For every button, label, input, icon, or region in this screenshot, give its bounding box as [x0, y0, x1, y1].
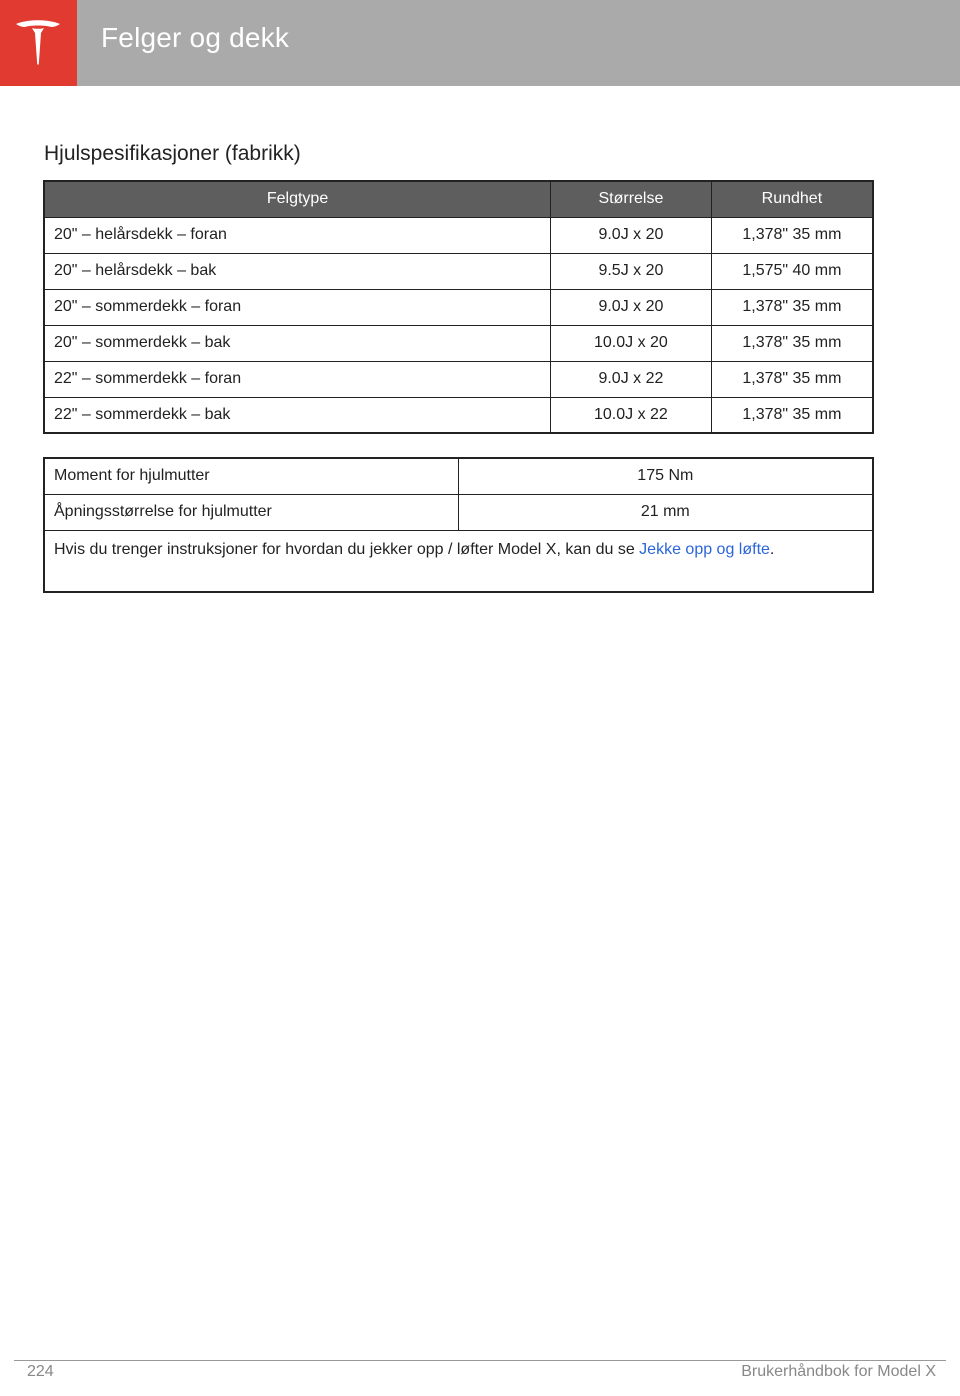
column-header-offset: Rundhet — [711, 181, 873, 217]
rim-type-cell: 20" – sommerdekk – foran — [44, 289, 551, 325]
size-cell: 9.5J x 20 — [551, 253, 712, 289]
size-cell: 9.0J x 20 — [551, 217, 712, 253]
jacking-note-end: . — [769, 540, 775, 558]
lug-nut-torque-value: 175 Nm — [458, 458, 873, 494]
table-row — [44, 530, 873, 592]
size-cell: 10.0J x 20 — [551, 325, 712, 361]
page-number: 224 — [27, 1363, 54, 1380]
size-cell: 9.0J x 22 — [551, 361, 712, 397]
page-title: Felger og dekk — [101, 22, 290, 53]
wheel-spec-table — [43, 180, 874, 434]
lug-nut-table — [43, 457, 874, 593]
offset-cell: 1,378" 35 mm — [711, 361, 873, 397]
offset-cell: 1,378" 35 mm — [711, 217, 873, 253]
section-title: Hjulspesifikasjoner (fabrikk) — [44, 142, 301, 165]
socket-size-value: 21 mm — [458, 494, 873, 530]
jacking-note-text: Hvis du trenger instruksjoner for hvordan du jekker opp / løfter Model X, kan du se — [54, 540, 640, 558]
table-row — [44, 458, 873, 494]
footer-divider — [14, 1360, 946, 1361]
table-header-row — [44, 181, 873, 217]
rim-type-cell: 20" – helårsdekk – bak — [44, 253, 551, 289]
table-row — [44, 325, 873, 361]
table-row — [44, 253, 873, 289]
jacking-note — [44, 530, 873, 592]
column-header-rim-type: Felgtype — [44, 181, 551, 217]
jacking-link[interactable]: Jekke opp og løfte — [639, 540, 770, 558]
offset-cell: 1,575" 40 mm — [711, 253, 873, 289]
tesla-logo — [0, 0, 77, 86]
rim-type-cell: 20" – sommerdekk – bak — [44, 325, 551, 361]
table-row — [44, 361, 873, 397]
rim-type-cell: 22" – sommerdekk – bak — [44, 397, 551, 433]
rim-type-cell: 22" – sommerdekk – foran — [44, 361, 551, 397]
page-header — [0, 0, 960, 86]
table-row — [44, 289, 873, 325]
socket-size-label: Åpningsstørrelse for hjulmutter — [44, 494, 458, 530]
rim-type-cell: 20" – helårsdekk – foran — [44, 217, 551, 253]
lug-nut-torque-label: Moment for hjulmutter — [44, 458, 458, 494]
book-title: Brukerhåndbok for Model X — [741, 1363, 936, 1380]
offset-cell: 1,378" 35 mm — [711, 325, 873, 361]
offset-cell: 1,378" 35 mm — [711, 397, 873, 433]
column-header-size: Størrelse — [551, 181, 712, 217]
table-row — [44, 217, 873, 253]
offset-cell: 1,378" 35 mm — [711, 289, 873, 325]
table-row — [44, 494, 873, 530]
size-cell: 9.0J x 20 — [551, 289, 712, 325]
size-cell: 10.0J x 22 — [551, 397, 712, 433]
tesla-logo-icon — [13, 18, 63, 68]
table-row — [44, 397, 873, 433]
